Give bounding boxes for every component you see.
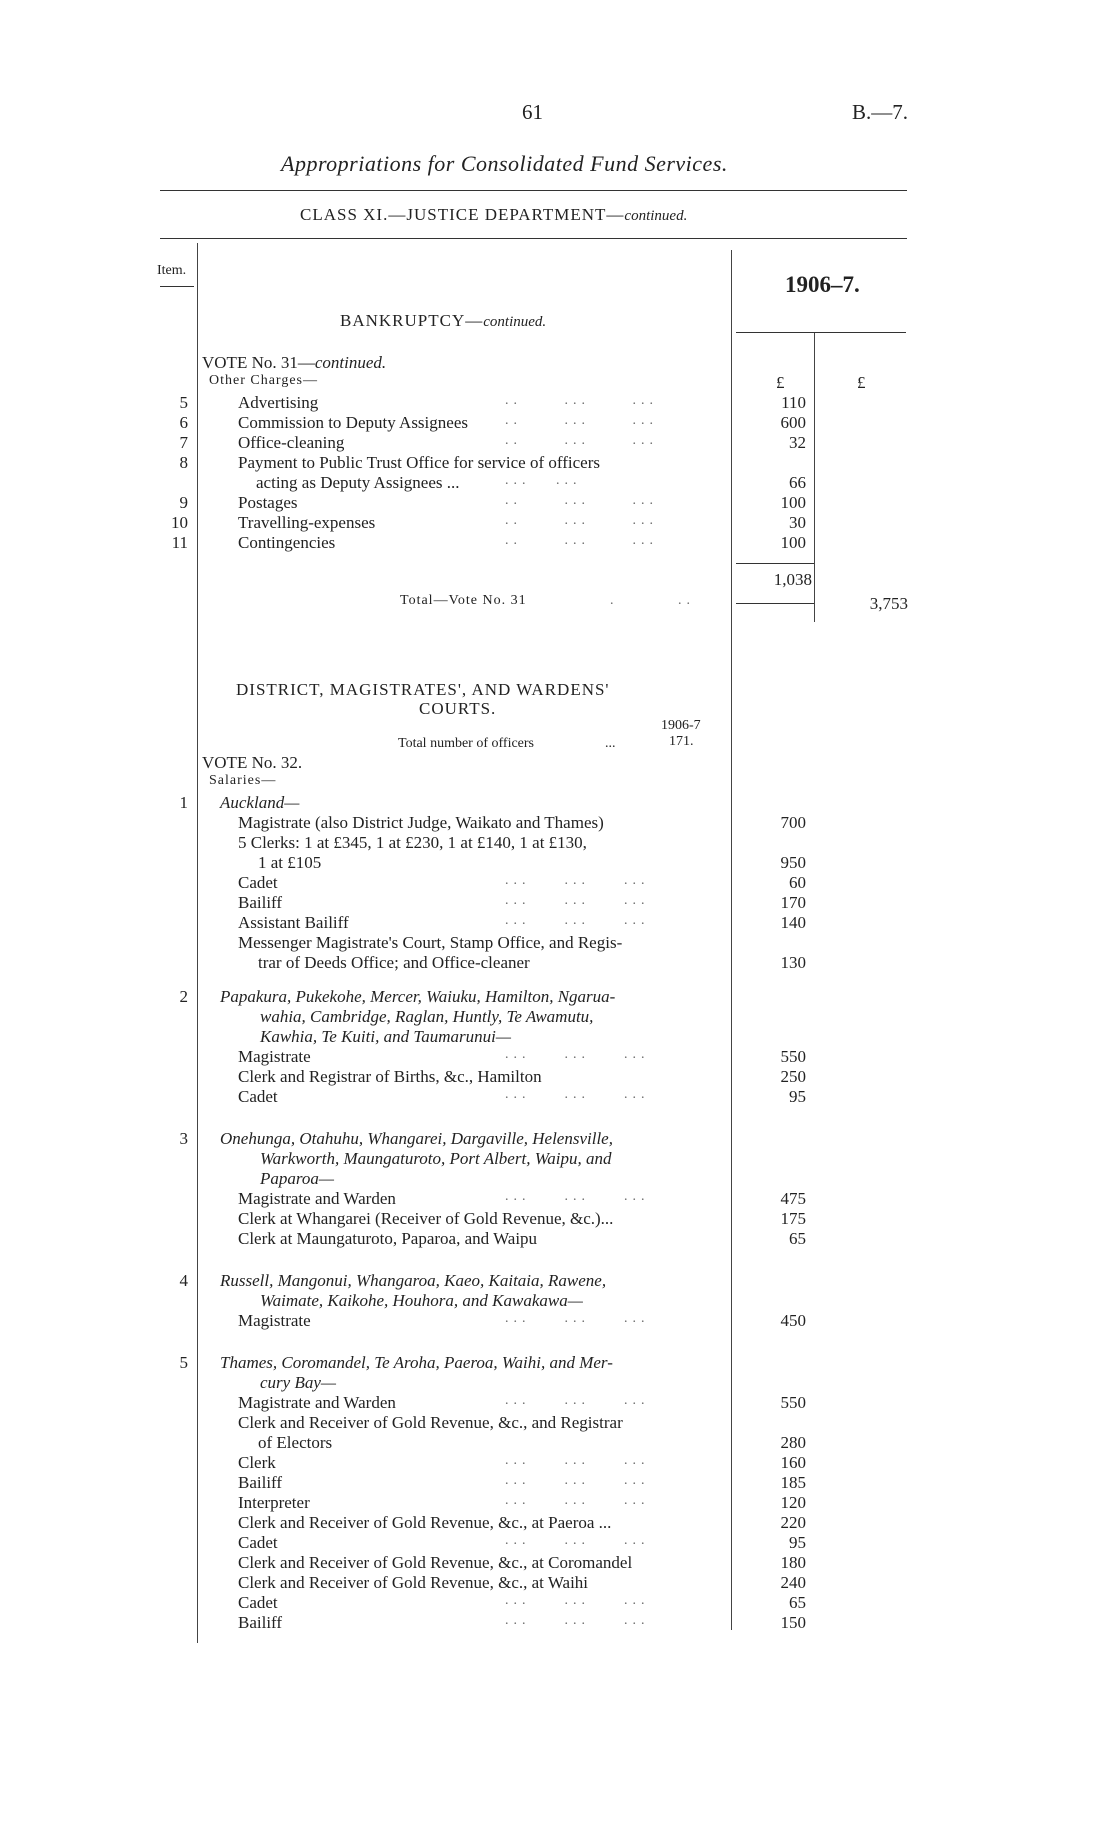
item-number: 8: [179, 453, 188, 472]
row-amount: 280: [780, 1433, 806, 1452]
group-heading: Papakura, Pukekohe, Mercer, Waiuku, Hamilton, Ngarua-: [220, 987, 616, 1006]
bankruptcy-section-title: BANKRUPTCY—continued.: [340, 311, 547, 330]
row-label: Advertising: [238, 393, 319, 412]
row-amount: 220: [780, 1513, 806, 1532]
leader-dots: ... ... ...: [505, 1393, 650, 1408]
row-label: Office-cleaning: [238, 433, 345, 452]
leader-dots: ... ... ...: [505, 1087, 650, 1102]
row-amount: 32: [789, 433, 806, 452]
row-label-cont: trar of Deeds Office; and Office-cleaner: [258, 953, 530, 972]
officers-count: 171.: [669, 734, 694, 749]
group-heading: Kawhia, Te Kuiti, and Taumarunui—: [260, 1027, 511, 1046]
item-number: 3: [179, 1129, 188, 1148]
row-label: Magistrate and Warden: [238, 1189, 396, 1208]
item-header-rule: [160, 286, 194, 287]
row-label: Cadet: [238, 1533, 278, 1552]
row-amount: 550: [780, 1393, 806, 1412]
row-label: Bailiff: [238, 893, 283, 912]
row-label: Interpreter: [238, 1493, 310, 1512]
subtotal-rule-bottom: [736, 603, 814, 604]
row-label: Assistant Bailiff: [238, 913, 349, 932]
row-amount: 65: [789, 1229, 806, 1248]
leader-dots: ... ... ...: [505, 1189, 650, 1204]
row-label: Magistrate: [238, 1047, 311, 1066]
row-label: Cadet: [238, 1593, 278, 1612]
officers-label: Total number of officers: [398, 736, 534, 751]
row-amount: 66: [789, 473, 806, 492]
item-number: 7: [179, 433, 188, 452]
leader-dots: .. ... ...: [505, 393, 658, 408]
officers-dots: ...: [605, 736, 616, 751]
row-label: 5 Clerks: 1 at £345, 1 at £230, 1 at £140, 1 at £130,: [238, 833, 587, 852]
leader-dots: ... ... ...: [505, 1493, 650, 1508]
officers-year: 1906-7: [661, 718, 701, 733]
row-label: Postages: [238, 493, 298, 512]
row-label: Messenger Magistrate's Court, Stamp Office, and Regis-: [238, 933, 623, 952]
row-label: Commission to Deputy Assignees: [238, 413, 468, 432]
row-amount: 170: [780, 893, 806, 912]
document-reference: B.—7.: [852, 100, 909, 124]
row-amount: 450: [780, 1311, 806, 1330]
page-title: Appropriations for Consolidated Fund Services.: [281, 151, 728, 176]
currency-symbol-2: £: [857, 373, 866, 392]
row-amount: 150: [780, 1613, 806, 1632]
row-label-cont: 1 at £105: [258, 853, 322, 872]
row-amount: 130: [780, 953, 806, 972]
row-label: Contingencies: [238, 533, 336, 552]
group-heading: Thames, Coromandel, Te Aroha, Paeroa, Waihi, and Mer-: [220, 1353, 613, 1372]
vote-31-total: 3,753: [869, 594, 908, 613]
row-amount: 110: [781, 393, 806, 412]
leader-dots: .. ... ...: [505, 433, 658, 448]
item-number: 2: [179, 987, 188, 1006]
item-number: 9: [179, 493, 188, 512]
row-label: Clerk and Receiver of Gold Revenue, &c., at Paeroa ...: [238, 1513, 612, 1532]
leader-dots: ... ... ...: [505, 1473, 650, 1488]
item-column-header: Item.: [157, 263, 187, 278]
row-amount: 180: [780, 1553, 806, 1572]
row-label-cont: of Electors: [258, 1433, 333, 1452]
leader-dots: .. ... ...: [505, 533, 658, 548]
row-amount: 950: [780, 853, 806, 872]
row-label: Magistrate: [238, 1311, 311, 1330]
group-heading: Auckland—: [220, 793, 300, 812]
leader-dots: ... ...: [505, 473, 582, 488]
district-section-title-2: COURTS.: [419, 699, 497, 718]
class-title: CLASS XI.—JUSTICE DEPARTMENT—continued.: [300, 205, 688, 224]
leader-dots: ... ... ...: [505, 1453, 650, 1468]
row-label: Clerk and Receiver of Gold Revenue, &c., at Coromandel: [238, 1553, 633, 1572]
row-amount: 120: [780, 1493, 806, 1512]
row-amount: 250: [780, 1067, 806, 1086]
row-label: Bailiff: [238, 1473, 283, 1492]
title-rule: [160, 190, 907, 191]
row-amount: 475: [780, 1189, 806, 1208]
leader-dots: ... ... ...: [505, 1047, 650, 1062]
item-number: 6: [179, 413, 188, 432]
row-label: Clerk at Whangarei (Receiver of Gold Revenue, &c.)...: [238, 1209, 614, 1228]
item-number: 4: [179, 1271, 188, 1290]
item-number: 1: [179, 793, 188, 812]
group-heading: Russell, Mangonui, Whangaroa, Kaeo, Kaitaia, Rawene,: [220, 1271, 607, 1290]
row-amount: 600: [780, 413, 806, 432]
class-rule: [160, 238, 907, 239]
leader-dots: ... ... ...: [505, 1533, 650, 1548]
item-number: 11: [171, 533, 188, 552]
item-number: 10: [171, 513, 188, 532]
group-heading: Paparoa—: [260, 1169, 334, 1188]
other-charges-heading: Other Charges—: [209, 373, 318, 388]
row-label: Travelling-expenses: [238, 513, 376, 532]
row-amount: 95: [789, 1533, 806, 1552]
vote-31-subtotal: 1,038: [773, 570, 812, 589]
amount-column-divider: [731, 250, 732, 1630]
row-amount: 30: [789, 513, 806, 532]
row-label: Magistrate (also District Judge, Waikato and Thames): [238, 813, 604, 832]
row-amount: 185: [780, 1473, 806, 1492]
row-amount: 95: [789, 1087, 806, 1106]
row-label: Clerk: [238, 1453, 276, 1472]
leader-dots: ... ... ...: [505, 873, 650, 888]
row-amount: 240: [780, 1573, 806, 1592]
group-heading: Onehunga, Otahuhu, Whangarei, Dargaville, Helensville,: [220, 1129, 613, 1148]
row-amount: 160: [780, 1453, 806, 1472]
group-heading: Waimate, Kaikohe, Houhora, and Kawakawa—: [260, 1291, 583, 1310]
row-amount: 100: [780, 533, 806, 552]
district-section-title: DISTRICT, MAGISTRATES', AND WARDENS': [236, 680, 610, 699]
leader-dots: ... ... ...: [505, 1593, 650, 1608]
item-divider: [197, 243, 198, 1643]
row-label: Payment to Public Trust Office for service of officers: [238, 453, 600, 472]
salaries-heading: Salaries—: [209, 773, 277, 788]
row-amount: 550: [780, 1047, 806, 1066]
row-amount: 140: [780, 913, 806, 932]
currency-symbol-1: £: [776, 373, 785, 392]
row-label: Cadet: [238, 873, 278, 892]
row-label: Clerk at Maungaturoto, Paparoa, and Waipu: [238, 1229, 538, 1248]
vote-31-heading: VOTE No. 31—continued.: [202, 353, 387, 372]
row-amount: 100: [780, 493, 806, 512]
row-amount: 65: [789, 1593, 806, 1612]
leader-dots: ... ... ...: [505, 913, 650, 928]
row-label-cont: acting as Deputy Assignees ...: [256, 473, 460, 492]
row-label: Magistrate and Warden: [238, 1393, 396, 1412]
leader-dots: .. ... ...: [505, 413, 658, 428]
year-header-rule: [736, 332, 906, 333]
vote-32-heading: VOTE No. 32.: [202, 753, 303, 772]
row-label: Clerk and Receiver of Gold Revenue, &c., at Waihi: [238, 1573, 589, 1592]
page-number: 61: [522, 100, 543, 124]
group-heading: Warkworth, Maungaturoto, Port Albert, Waipu, and: [260, 1149, 612, 1168]
row-amount: 175: [780, 1209, 806, 1228]
row-label: Clerk and Registrar of Births, &c., Hamilton: [238, 1067, 542, 1086]
group-heading: wahia, Cambridge, Raglan, Huntly, Te Awamutu,: [260, 1007, 594, 1026]
item-number: 5: [179, 393, 188, 412]
row-amount: 700: [780, 813, 806, 832]
total-dots: . ..: [610, 593, 695, 608]
leader-dots: ... ... ...: [505, 1311, 650, 1326]
total-column-divider: [814, 332, 815, 622]
leader-dots: .. ... ...: [505, 493, 658, 508]
item-number: 5: [179, 1353, 188, 1372]
row-amount: 60: [789, 873, 806, 892]
row-label: Cadet: [238, 1087, 278, 1106]
leader-dots: .. ... ...: [505, 513, 658, 528]
leader-dots: ... ... ...: [505, 893, 650, 908]
group-heading: cury Bay—: [260, 1373, 337, 1392]
vote-31-total-label: Total—Vote No. 31: [400, 593, 527, 608]
subtotal-rule-top: [736, 563, 814, 564]
row-label: Bailiff: [238, 1613, 283, 1632]
leader-dots: ... ... ...: [505, 1613, 650, 1628]
row-label: Clerk and Receiver of Gold Revenue, &c., and Registrar: [238, 1413, 623, 1432]
year-column-header: 1906–7.: [785, 272, 860, 297]
